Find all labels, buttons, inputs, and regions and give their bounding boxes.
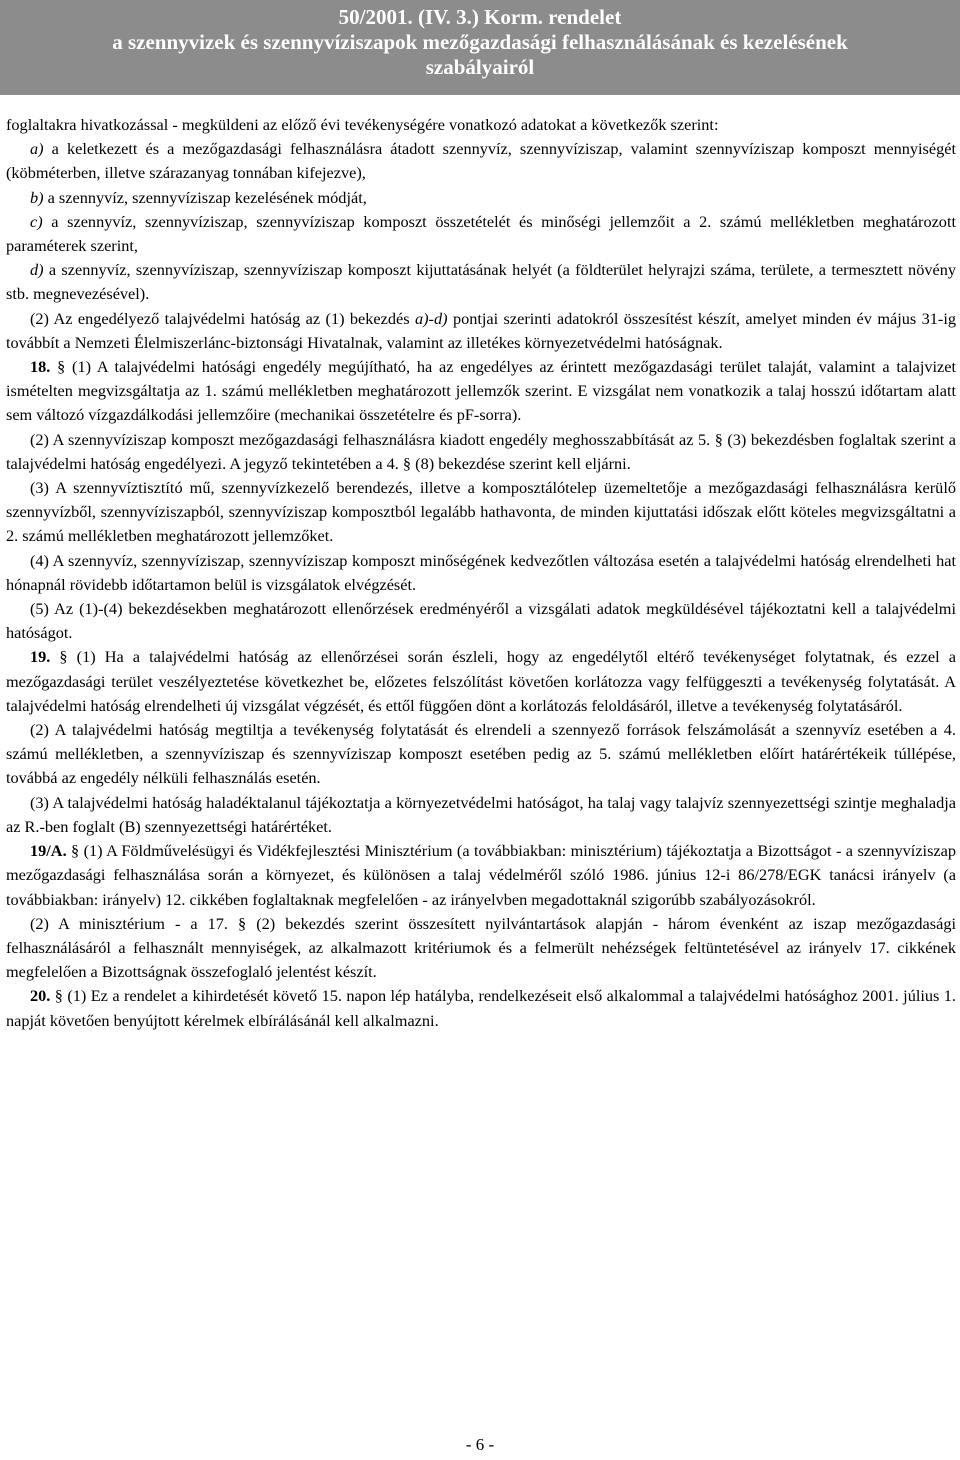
section-19a-1: 19/A. § (1) A Földművelésügyi és Vidékfejlesztési Minisztérium (a továbbiakban: minisztérium) tájékoztatja a Bizottságot - a szennyvíziszap mezőgazdasági felhasználása során a környezet, és különösen a talaj védelméről szóló 1986. június 12-i 86/278/EGK tanácsi irányelv (a továbbiakban: irányelv) 12. cikkében foglaltaknak megfelelően - az irányelvben megadottaknál szigorúbb szabályozásokról. [6,841,956,909]
section-18-5: (5) Az (1)-(4) bekezdésekben meghatározott ellenőrzések eredményéről a vizsgálati adatok megküldésével tájékoztatni kell a talajvédelmi hatóságot. [6,599,956,643]
section-18-3: (3) A szennyvíztisztító mű, szennyvízkezelő berendezés, illetve a komposztálótelep üzemeltetője a mezőgazdasági felhasználásra kerülő szennyvízből, szennyvíziszapból, szennyvíziszap komposztból legalább hathavonta, de minden kijuttatási időszak előtt köteles megvizsgáltatni a 2. számú mellékletben meghatározott jellemzőket. [6,478,956,546]
header-title-line3: szabályairól [425,55,535,79]
section-18-2: (2) A szennyvíziszap komposzt mezőgazdasági felhasználásra kiadott engedély meghosszabbítását az 5. § (3) bekezdésben foglaltak szerint a talajvédelmi hatóság engedélyezi. A jegyző tekintetében a 4. § (8) bekezdése szerint kell eljárni. [6,429,956,473]
section-19-2: (2) A talajvédelmi hatóság megtiltja a tevékenység folytatását és elrendeli a szennyező források felszámolását a szennyvíz esetében a 4. számú mellékletben, a szennyvíziszap és szennyvíziszap komposzt esetében pedig az 5. számú mellékletben előírt határértékeik túllépése, továbbá az engedély nélküli felhasználás esetén. [6,720,956,788]
section-18-4: (4) A szennyvíz, szennyvíziszap, szennyvíziszap komposzt minőségének kedvezőtlen változása esetén a talajvédelmi hatóság elrendelheti hat hónapnál rövidebb időtartamon belül is vizsgálatok elvégzését. [6,550,956,594]
section-19a-2: (2) A minisztérium - a 17. § (2) bekezdés szerint összesített nyilvántartások alapján - három évenként az iszap mezőgazdasági felhasználásáról a felhasznált mennyiségek, az alkalmazott kritériumok és a felmerült nehézségek feltüntetésével az irányelv 17. cikkének megfelelően a Bizottságnak összefoglaló jelentést készít. [6,913,956,982]
section-18-1: 18. § (1) A talajvédelmi hatósági engedély megújítható, ha az engedélyes az érintett mezőgazdasági terület talaját, valamint a talajvizet ismételten megvizsgáltatja az 1. számú mellékletben meghatározott jellemzők szerint. E vizsgálat nem vonatkozik a talaj hosszú időtartam alatt sem változó vízgazdálkodási jellemzőire (mechanikai összetételre és pF-sorra). [6,357,956,425]
list-item-c: c) a szennyvíz, szennyvíziszap, szennyvíziszap komposzt összetételét és minőségi jellemzőit a 2. számú mellékletben meghatározott paraméterek szerint, [6,211,956,256]
paragraph-continuation: foglaltakra hivatkozással - megküldeni az előző évi tevékenységére vonatkozó adatokat a következők szerint: [6,115,719,134]
list-item-a: a) a keletkezett és a mezőgazdasági felhasználásra átadott szennyvíz, szennyvíziszap, valamint szennyvíziszap komposzt mennyiségét (köbméterben, illetve szárazanyag tonnában kifejezve), [6,139,956,183]
header-title-line1: 50/2001. (IV. 3.) Korm. rendelet [338,5,622,29]
section-19-3: (3) A talajvédelmi hatóság haladéktalanul tájékoztatja a környezetvédelmi hatóságot, ha talaj vagy talajvíz szennyezettségi szintje meghaladja az R.-ben foglalt (B) szennyezettségi határértéket. [6,792,956,836]
list-item-d: d) a szennyvíz, szennyvíziszap, szennyvíziszap komposzt kijuttatásának helyét (a földterület helyrajzi száma, területe, a termesztett növény stb. megnevezésével). [6,260,956,304]
header-title-line2: a szennyvizek és szennyvíziszapok mezőgazdasági felhasználásának és kezelésének [112,30,848,54]
page-number: - 6 - [465,1435,495,1454]
section-20-1: 20. § (1) Ez a rendelet a kihirdetését követő 15. napon lép hatályba, rendelkezéseit első alkalommal a talajvédelmi hatósághoz 2001. július 1. napját követően benyújtott kérelmek elbírálásánál kell alkalmazni. [6,986,956,1030]
document-body [6,113,956,1033]
document-header [0,0,960,95]
paragraph-17-2: (2) Az engedélyező talajvédelmi hatóság az (1) bekezdés a)-d) pontjai szerinti adatokról összesítést készít, amelyet minden év május 31-ig továbbít a Nemzeti Élelmiszerlánc-biztonsági Hivatalnak, valamint az illetékes környezetvédelmi hatóságnak. [6,308,956,352]
section-19-1: 19. § (1) Ha a talajvédelmi hatóság az ellenőrzései során észleli, hogy az engedélytől eltérő tevékenységet folytatnak, és ezzel a mezőgazdasági terület veszélyeztetése következhet be, előzetes felszólítást követően korlátozza vagy felfüggeszti a tevékenység folytatását. A talajvédelmi hatóság elrendelheti új vizsgálat végzését, és ettől függően dönt a korlátozás feloldásáról, illetve a tevékenység folytatásáról. [6,647,956,715]
list-item-b: b) a szennyvíz, szennyvíziszap kezelésének módját, [30,187,367,207]
